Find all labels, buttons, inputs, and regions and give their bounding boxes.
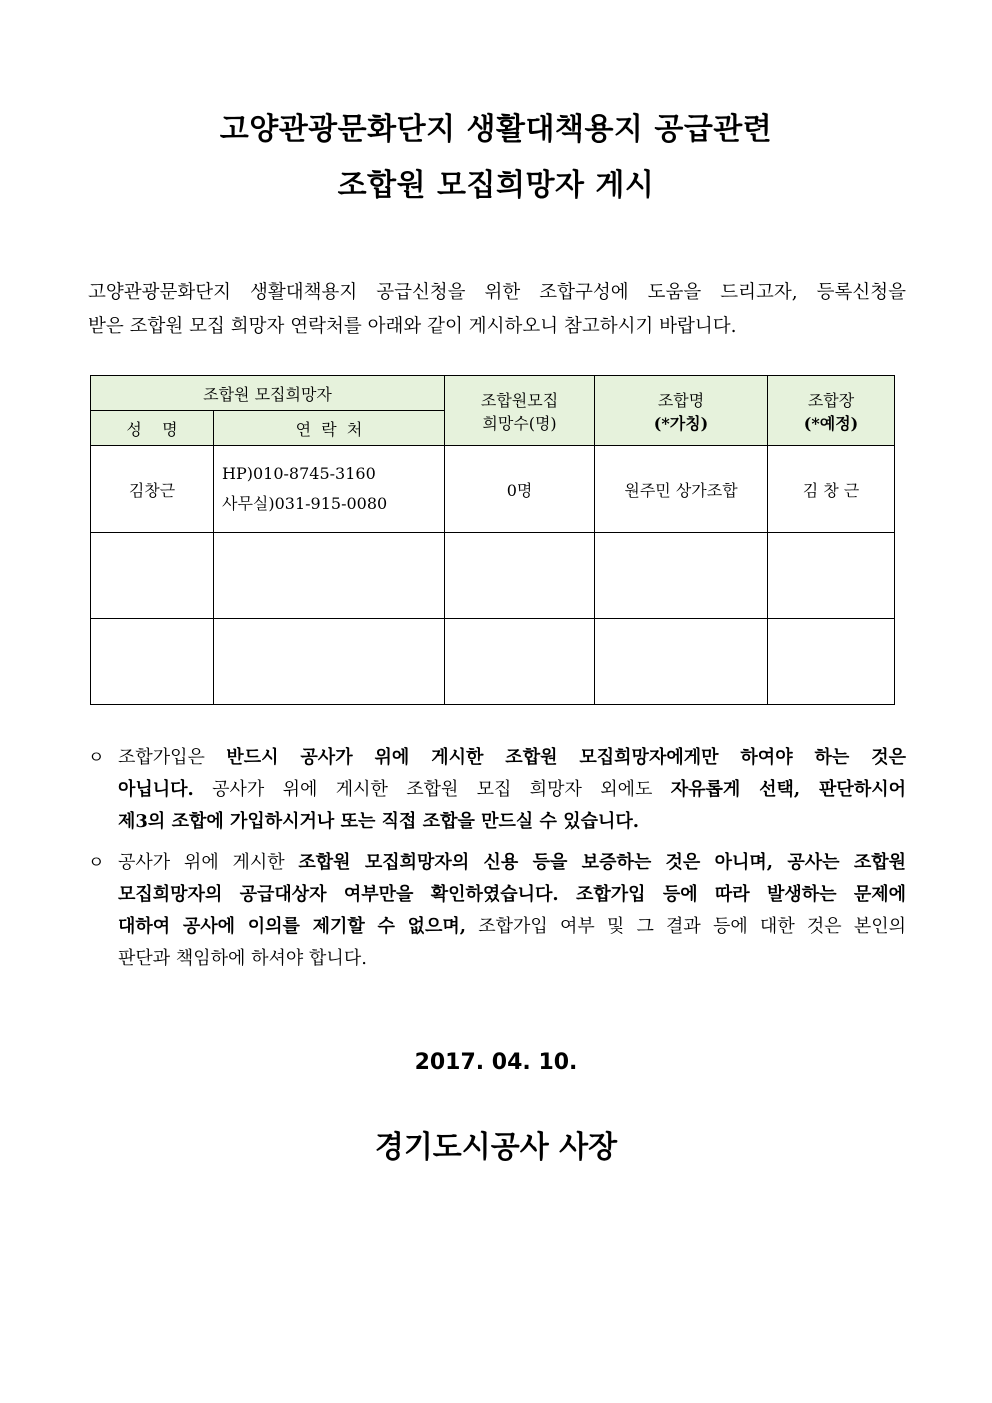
table-header-row-1	[91, 376, 895, 411]
notes-section	[88, 742, 906, 984]
bullet-icon: ㅇ	[88, 748, 105, 768]
empty-cell	[445, 619, 595, 705]
document-date: 2017. 04. 10.	[414, 1050, 578, 1075]
signature: 경기도시공사 사장	[374, 1130, 618, 1165]
note2-emphasis: 대하여 공사에 이의를 제기할 수 없으며,	[118, 916, 467, 937]
note1-text: 조합가입은	[118, 747, 227, 768]
note2-emphasis: 조합원 모집희망자의 신용 등을 보증하는 것은 아니며, 공사는 조합원	[298, 852, 906, 873]
header-name: 성 명	[91, 411, 214, 446]
empty-cell	[445, 533, 595, 619]
header-union-leader	[768, 376, 895, 446]
intro-line-1: 고양관광문화단지 생활대책용지 공급신청을 위한 조합구성에 도움을 드리고자, 등록신청을	[88, 282, 906, 303]
document-title-line1: 고양관광문화단지 생활대책용지 공급관련	[219, 112, 773, 147]
document-title-line2: 조합원 모집희망자 게시	[337, 168, 655, 203]
cell-count: 0명	[445, 446, 595, 533]
header-leader-line2: (*예정)	[803, 413, 859, 433]
note1-text: 공사가 위에 게시한 조합원 모집 희망자 외에도	[193, 779, 671, 800]
cell-name: 김창근	[91, 446, 214, 533]
cell-leader: 김 창 근	[768, 446, 895, 533]
note1-emphasis: 아닙니다.	[118, 779, 194, 800]
empty-cell	[595, 533, 768, 619]
table-row-empty	[91, 533, 895, 619]
cell-contact	[214, 446, 445, 533]
header-count-line2: 희망수(명)	[482, 413, 557, 433]
note2-line4: 판단과 책임하에 하셔야 합니다.	[118, 948, 367, 969]
note1-line3: 제3의 조합에 가입하시거나 또는 직접 조합을 만드실 수 있습니다.	[118, 811, 640, 832]
note-1	[88, 742, 906, 838]
note2-text: 조합가입 여부 및 그 결과 등에 대한 것은 본인의	[466, 916, 906, 937]
empty-cell	[214, 533, 445, 619]
header-recruit-count	[445, 376, 595, 446]
header-union-line2: (*가칭)	[653, 413, 709, 433]
recruitment-table	[90, 375, 895, 705]
note2-text: 공사가 위에 게시한	[118, 852, 299, 873]
note-2	[88, 847, 906, 975]
note1-emphasis: 반드시 공사가 위에 게시한 조합원 모집희망자에게만 하여야 하는 것은	[226, 747, 906, 768]
note2-line1	[118, 847, 906, 879]
intro-paragraph	[88, 276, 906, 344]
empty-cell	[768, 533, 895, 619]
empty-cell	[91, 533, 214, 619]
note2-line2: 모집희망자의 공급대상자 여부만을 확인하였습니다. 조합가입 등에 따라 발생하는 문제에	[118, 884, 906, 905]
header-count-line1: 조합원모집	[480, 390, 559, 410]
header-contact: 연 락 처	[214, 411, 445, 446]
note1-emphasis: 자유롭게 선택, 판단하시어	[670, 779, 906, 800]
cell-union: 원주민 상가조합	[595, 446, 768, 533]
contact-hp: HP)010-8745-3160	[222, 464, 376, 483]
contact-office: 사무실)031-915-0080	[222, 494, 388, 513]
header-leader-line1: 조합장	[807, 390, 855, 410]
header-union-line1: 조합명	[657, 390, 705, 410]
empty-cell	[214, 619, 445, 705]
empty-cell	[595, 619, 768, 705]
empty-cell	[91, 619, 214, 705]
note1-line1	[118, 742, 906, 774]
intro-line-2: 받은 조합원 모집 희망자 연락처를 아래와 같이 게시하오니 참고하시기 바랍니다.	[88, 316, 737, 337]
bullet-icon: ㅇ	[88, 853, 105, 873]
empty-cell	[768, 619, 895, 705]
note1-line2	[118, 774, 906, 806]
note2-line3	[118, 911, 906, 943]
header-recruit-group: 조합원 모집희망자	[91, 376, 445, 411]
header-union-name	[595, 376, 768, 446]
table-row-empty	[91, 619, 895, 705]
table-row	[91, 446, 895, 533]
